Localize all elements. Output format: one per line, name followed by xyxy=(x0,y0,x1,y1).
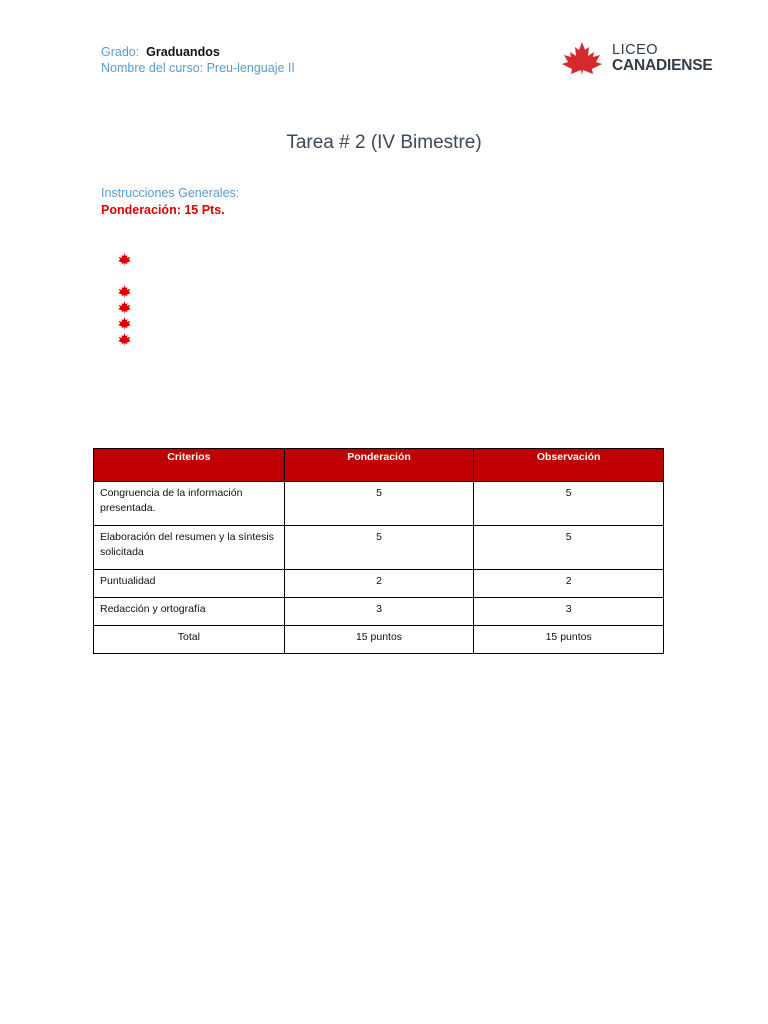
observation-cell: 5 xyxy=(474,526,664,570)
column-header-observation: Observación xyxy=(474,449,664,482)
grade-line xyxy=(101,44,295,60)
total-weighting-cell: 15 puntos xyxy=(284,626,474,654)
school-logo xyxy=(556,40,712,76)
table-row xyxy=(94,482,664,526)
criteria-cell: Congruencia de la información presentada. xyxy=(94,482,285,526)
criteria-cell: Puntualidad xyxy=(94,570,285,598)
maple-leaf-bullet-icon xyxy=(118,253,131,266)
maple-leaf-bullet-icon xyxy=(118,317,131,330)
maple-leaf-bullet-icon xyxy=(118,285,131,298)
total-label-cell: Total xyxy=(94,626,285,654)
logo-text-bottom: CANADIENSE xyxy=(612,57,713,74)
maple-leaf-icon xyxy=(556,41,608,75)
table-row xyxy=(94,598,664,626)
criteria-cell: Redacción y ortografía xyxy=(94,598,285,626)
weighting-cell: 3 xyxy=(284,598,474,626)
table-row xyxy=(94,570,664,598)
weighting-cell: 5 xyxy=(284,526,474,570)
weighting-label: Ponderación: 15 Pts. xyxy=(101,203,225,217)
document-header xyxy=(101,44,295,76)
weighting-cell: 5 xyxy=(284,482,474,526)
instructions-block xyxy=(101,185,239,219)
maple-leaf-bullet-icon xyxy=(118,333,131,346)
maple-leaf-bullet-icon xyxy=(118,301,131,314)
table-header-row xyxy=(94,449,664,482)
column-header-criteria: Criterios xyxy=(94,449,285,482)
weighting-cell: 2 xyxy=(284,570,474,598)
observation-cell: 5 xyxy=(474,482,664,526)
page-title: Tarea # 2 (IV Bimestre) xyxy=(286,132,482,153)
grade-label: Grado: xyxy=(101,45,140,59)
observation-cell: 3 xyxy=(474,598,664,626)
instructions-heading: Instrucciones Generales: xyxy=(101,186,240,200)
total-observation-cell: 15 puntos xyxy=(474,626,664,654)
logo-text-top: LICEO xyxy=(612,42,659,58)
column-header-weighting: Ponderación xyxy=(284,449,474,482)
course-name: Nombre del curso: Preu-lenguaje II xyxy=(101,61,295,75)
table-row xyxy=(94,526,664,570)
table-total-row xyxy=(94,626,664,654)
rubric-table xyxy=(93,448,664,654)
observation-cell: 2 xyxy=(474,570,664,598)
grade-value: Graduandos xyxy=(146,45,220,59)
criteria-cell: Elaboración del resumen y la síntesis solicitada xyxy=(94,526,285,570)
